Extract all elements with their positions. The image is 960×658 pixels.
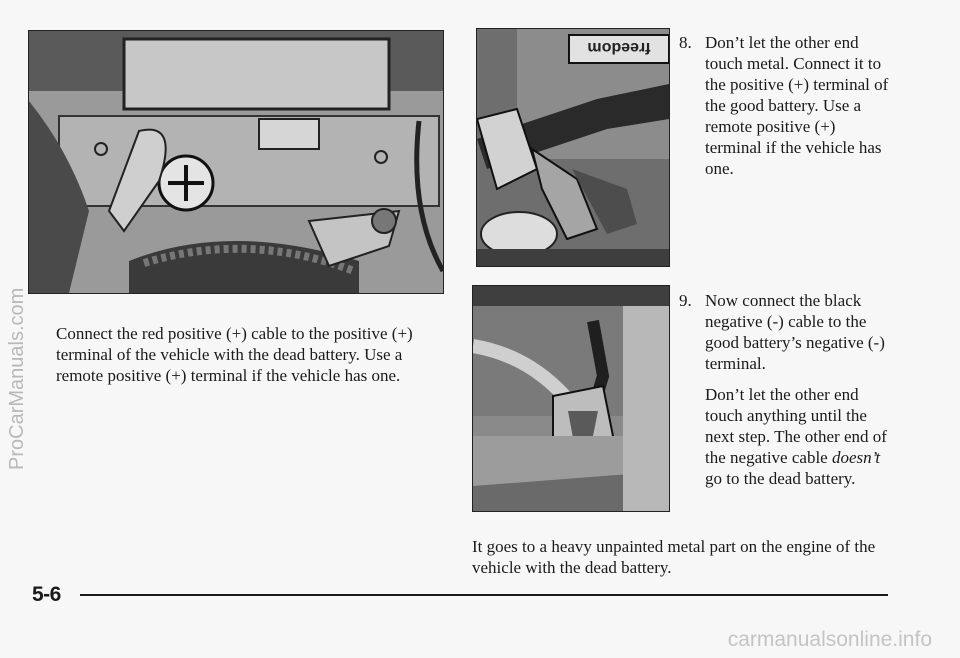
- step-9-warning: [705, 384, 889, 489]
- step-8: [679, 32, 889, 179]
- negative-cable-photo: [472, 285, 670, 512]
- positive-terminal-photo: [28, 30, 444, 294]
- page-rule: [80, 594, 888, 596]
- step-9-number: 9.: [679, 291, 692, 310]
- step-8-text: Don’t let the other end touch metal. Connect it to the positive (+) terminal of the good battery. Use a remote positive (+) terminal if the vehicle has one.: [705, 33, 889, 178]
- step-9-warning-emphasis: doesn’t: [831, 448, 881, 467]
- step-8-number: 8.: [679, 33, 692, 52]
- page-number: 5-6: [32, 583, 61, 606]
- good-battery-photo: [476, 28, 670, 267]
- footer-paragraph: It goes to a heavy unpainted metal part on the engine of the vehicle with the dead battery.: [472, 537, 876, 577]
- step-9-warning-start: Don’t let the other end touch anything until the next step. The other end of the negative cable: [705, 385, 887, 467]
- step-9-text: Now connect the black negative (-) cable to the good battery’s negative (-) terminal.: [705, 291, 885, 373]
- battery-label: freedom: [587, 39, 651, 56]
- watermark-bottom: carmanualsonline.info: [727, 628, 932, 651]
- step-9-warning-end: go to the dead battery.: [705, 469, 856, 488]
- left-caption: Connect the red positive (+) cable to the positive (+) terminal of the vehicle with the dead battery. Use a remote positive (+) terminal if the vehicle has one.: [56, 324, 413, 385]
- watermark-left: ProCarManuals.com: [6, 287, 28, 470]
- step-9: [679, 290, 889, 489]
